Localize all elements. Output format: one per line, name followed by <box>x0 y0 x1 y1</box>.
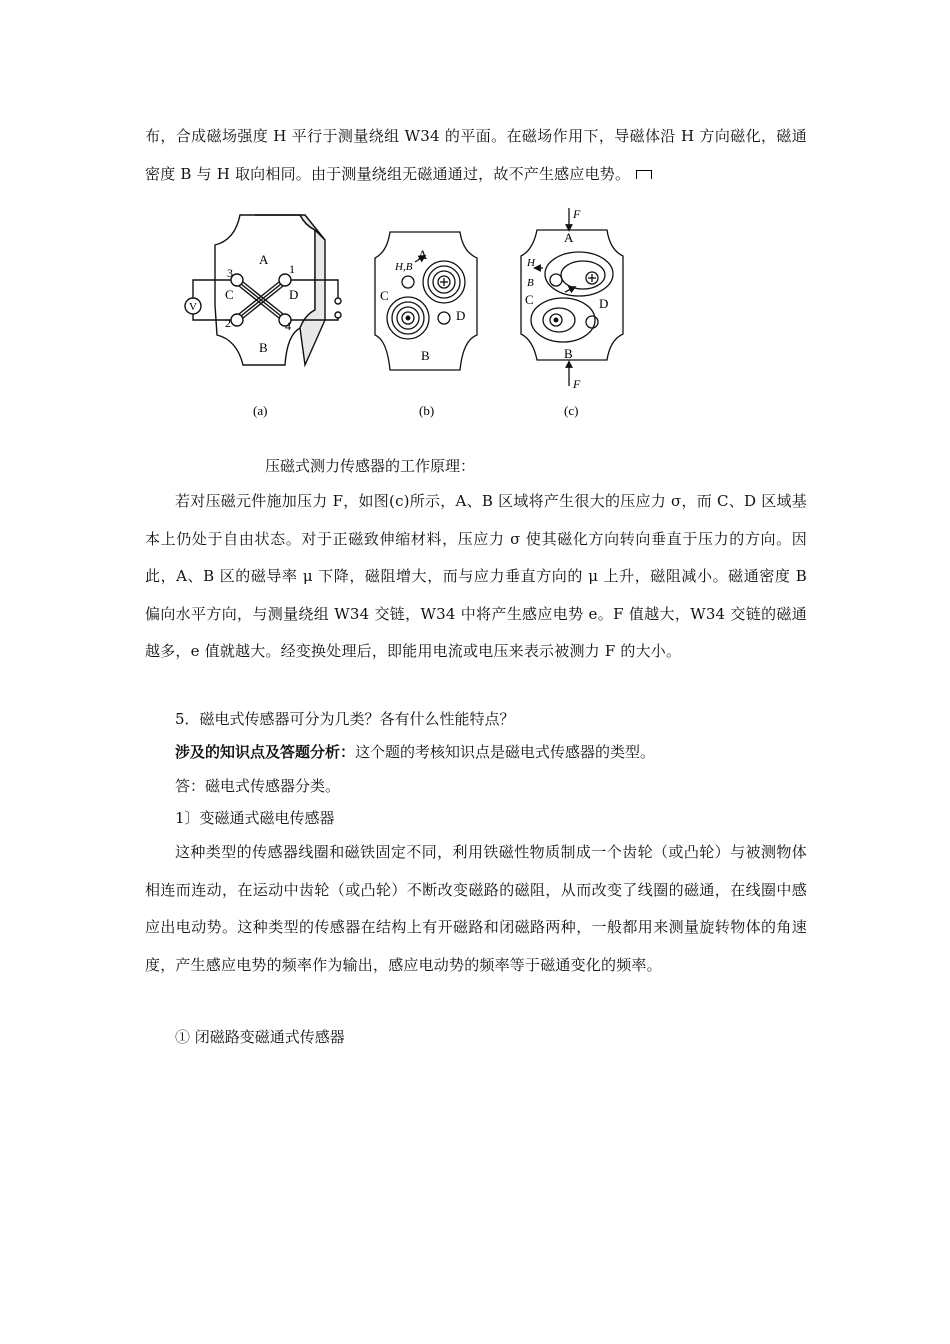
answer-line: 答：磁电式传感器分类。 <box>175 777 341 795</box>
panel-a-label-C: C <box>225 287 234 302</box>
intro-text: 布，合成磁场强度 H 平行于测量绕组 W34 的平面。在磁场作用下，导磁体沿 H 方向磁化，磁通密度 B 与 H 取向相同。由于测量绕组无磁通通过，故不产生感应电势。 <box>145 127 807 183</box>
panel-b-label-B: B <box>421 348 430 363</box>
panel-c-label-C: C <box>525 292 534 307</box>
force-top-label: F <box>573 207 581 221</box>
panel-b-label-C: C <box>380 288 389 303</box>
panel-a-label-A: A <box>259 252 269 267</box>
panel-c-B-label: B <box>527 277 534 289</box>
panel-a-caption: (a) <box>253 403 268 418</box>
force-bottom-label: F <box>573 377 581 391</box>
terminal-1-label: 1 <box>289 262 295 276</box>
panel-c-label-D: D <box>599 296 609 311</box>
question-5-title: 5．磁电式传感器可分为几类？各有什么性能特点？ <box>175 710 515 728</box>
analysis-label: 涉及的知识点及答题分析： <box>175 743 356 761</box>
analysis-text: 这个题的考核知识点是磁电式传感器的类型。 <box>355 743 656 761</box>
panel-c-label-B: B <box>564 346 573 361</box>
subitem-heading: ① 闭磁路变磁通式传感器 <box>175 1028 345 1046</box>
voltmeter-label: V <box>189 301 197 313</box>
intro-paragraph <box>145 118 807 193</box>
terminal-3-label: 3 <box>227 266 233 280</box>
panel-b-caption: (b) <box>419 403 435 418</box>
panel-a-label-B: B <box>259 340 268 355</box>
panel-b-field-label: H,B <box>395 261 413 273</box>
panel-c-caption: (c) <box>564 403 579 418</box>
analysis-line <box>175 742 655 762</box>
figure-caption: 压磁式测力传感器的工作原理： <box>265 457 476 475</box>
terminal-4-label: 4 <box>285 319 291 333</box>
panel-c-label-A: A <box>564 230 574 245</box>
terminal-2-label: 2 <box>225 316 231 330</box>
magnetoelastic-figure <box>175 200 635 430</box>
paragraph-marker <box>636 170 652 179</box>
panel-b-label-D: D <box>456 308 466 323</box>
item-1-heading: 1〕变磁通式磁电传感器 <box>175 809 335 827</box>
panel-c-H-label: H <box>527 257 535 269</box>
panel-a-label-D: D <box>289 287 299 302</box>
panel-b-label-A: A <box>418 247 428 262</box>
item-1-paragraph: 这种类型的传感器线圈和磁铁固定不同，利用铁磁性物质制成一个齿轮（或凸轮）与被测物体相连而连动，在运动中齿轮（或凸轮）不断改变磁路的磁阻，从而改变了线圈的磁通，在线圈中感应出电动势。这种类型的传感器在结构上有开磁路和闭磁路两种，一般都用来测量旋转物体的角速度，产生感应电势的频率作为输出，感应电动势的频率等于磁通变化的频率。 <box>145 843 807 974</box>
principle-paragraph: 若对压磁元件施加压力 F，如图(c)所示，A、B 区域将产生很大的压应力 σ，而 C、D 区域基本上仍处于自由状态。对于正磁致伸缩材料，压应力 σ 使其磁化方向转向垂直于压力的方向。因此，A、B 区的磁导率 μ 下降，磁阻增大，而与应力垂直方向的 μ 上升，磁阻减小。磁通密度 B 偏向水平方向，与测量绕组 W34 交链，W34 中将产生感应电势 e。F 值越大，W34 交链的磁通越多，e 值就越大。经变换处理后，即能用电流或电压来表示被测力 F 的大小。 <box>145 492 807 660</box>
